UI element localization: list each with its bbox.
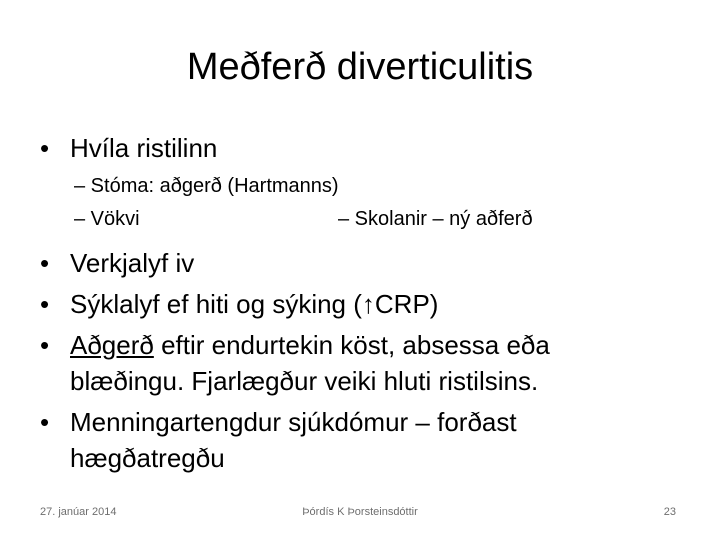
bullet-text: eftir endurtekin köst, absessa eða xyxy=(153,330,550,360)
bullet-item-lifestyle-disease xyxy=(40,404,670,476)
bullet-text: Menningartengdur sjúkdómur – forðast xyxy=(70,407,517,437)
sub-bullet-lavage: – Skolanir – ný aðferð xyxy=(338,208,533,230)
sub-bullet-fluids: – Vökvi xyxy=(74,208,140,230)
slide-title: Meðferð diverticulitis xyxy=(186,46,534,88)
footer-page-number: 23 xyxy=(663,506,676,518)
footer-date: 27. janúar 2014 xyxy=(40,506,117,518)
bullet-symbol: • xyxy=(40,407,50,437)
bullet-text: Hvíla ristilinn xyxy=(70,133,218,163)
bullet-text: Sýklalyf ef hiti og sýking (↑CRP) xyxy=(70,289,439,319)
bullet-symbol: • xyxy=(40,289,50,319)
bullet-text-continued: hægðatregðu xyxy=(70,443,225,473)
bullet-item-analgesics xyxy=(40,245,670,281)
bullet-text-underlined: Aðgerð xyxy=(70,330,154,360)
sub-bullet-stoma: – Stóma: aðgerð (Hartmanns) xyxy=(74,175,339,197)
bullet-symbol: • xyxy=(40,248,50,278)
bullet-symbol: • xyxy=(40,330,50,360)
bullet-text-continued: blæðingu. Fjarlægður veiki hluti ristilsins. xyxy=(70,366,539,396)
bullet-text: Verkjalyf iv xyxy=(70,248,195,278)
bullet-item-antibiotics xyxy=(40,286,670,322)
bullet-item-rest-colon xyxy=(40,130,670,166)
bullet-item-surgery xyxy=(40,327,670,399)
footer-author: Þórdís K Þorsteinsdóttir xyxy=(302,506,418,518)
bullet-symbol: • xyxy=(40,133,50,163)
